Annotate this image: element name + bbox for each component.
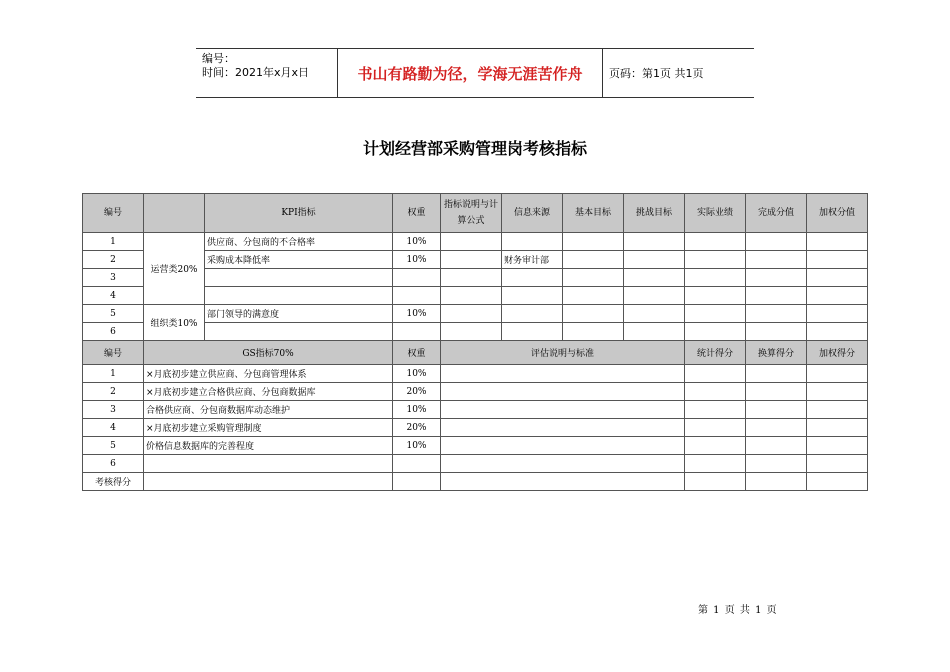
col-challenge: 挑战目标: [624, 194, 685, 233]
col-no: 编号: [83, 194, 144, 233]
col-score: 完成分值: [746, 194, 807, 233]
table-row: 5 价格信息数据库的完善程度 10%: [83, 437, 868, 455]
date-label: 时间：2021年x月x日: [202, 66, 310, 79]
page-label: 页码：第1页 共1页: [609, 67, 704, 80]
group-label: 组织类10%: [144, 305, 205, 341]
page-footer: 第 1 页 共 1 页: [698, 605, 778, 616]
table-row: 4 ×月底初步建立采购管理制度 20%: [83, 419, 868, 437]
gs-col-conv: 换算得分: [746, 341, 807, 365]
table-row: 5 组织类10% 部门领导的满意度 10%: [83, 305, 868, 323]
header-meta: [196, 49, 338, 97]
gs-col-weighted: 加权得分: [807, 341, 868, 365]
table-row: 6: [83, 323, 868, 341]
table-row: 1 ×月底初步建立供应商、分包商管理体系 10%: [83, 365, 868, 383]
gs-header-row: [83, 341, 868, 365]
number-label: 编号：: [202, 52, 235, 65]
col-blank: [144, 194, 205, 233]
col-weighted: 加权分值: [807, 194, 868, 233]
table-row: 1 运营类20% 供应商、分包商的不合格率 10%: [83, 233, 868, 251]
table-row: 3 合格供应商、分包商数据库动态维护 10%: [83, 401, 868, 419]
gs-col-name: GS指标70%: [144, 341, 393, 365]
total-label: 考核得分: [83, 473, 144, 491]
table-row: 2 ×月底初步建立合格供应商、分包商数据库 20%: [83, 383, 868, 401]
col-source: 信息来源: [502, 194, 563, 233]
col-weight: 权重: [393, 194, 441, 233]
page-title: 计划经营部采购管理岗考核指标: [362, 139, 587, 158]
table-row: 3: [83, 269, 868, 287]
table-row: 2 采购成本降低率 10% 财务审计部: [83, 251, 868, 269]
gs-col-weight: 权重: [393, 341, 441, 365]
total-row: [83, 473, 868, 491]
gs-col-eval: 评估说明与标准: [441, 341, 685, 365]
gs-col-no: 编号: [83, 341, 144, 365]
document-header: [196, 48, 754, 98]
table-row: 4: [83, 287, 868, 305]
col-desc: 指标说明与计算公式: [441, 194, 502, 233]
table-row: 6: [83, 455, 868, 473]
kpi-table: [82, 193, 868, 491]
col-kpi: KPI指标: [205, 194, 393, 233]
kpi-header-row: [83, 194, 868, 233]
col-actual: 实际业绩: [685, 194, 746, 233]
gs-col-stat: 统计得分: [685, 341, 746, 365]
col-base: 基本目标: [563, 194, 624, 233]
slogan: 书山有路勤为径，学海无涯苦作舟: [338, 49, 603, 97]
group-label: 运营类20%: [144, 233, 205, 305]
